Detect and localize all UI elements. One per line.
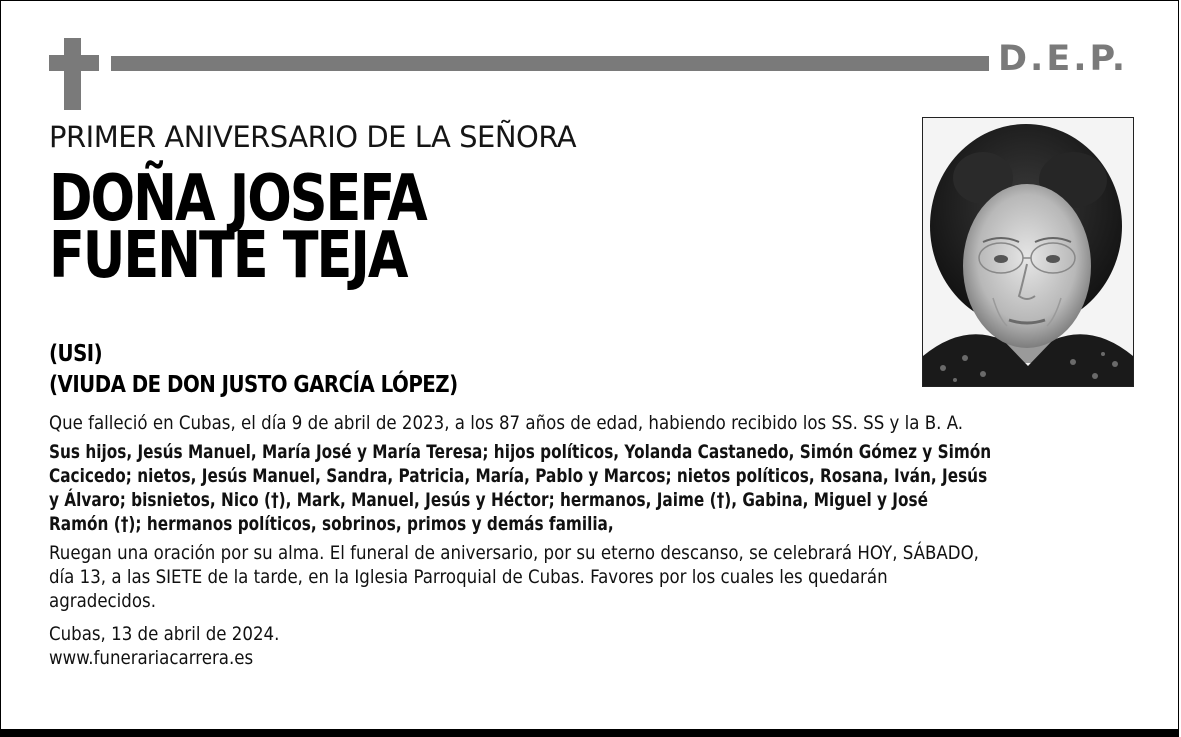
anniversary-line: PRIMER ANIVERSARIO DE LA SEÑORA [49, 120, 577, 154]
nickname: (USI) [49, 341, 103, 367]
name-line-2: FUENTE TEJA [49, 219, 407, 293]
request-line-3: agradecidos. [49, 590, 156, 612]
family-paragraph [49, 440, 1134, 536]
widow-of: (VIUDA DE DON JUSTO GARCÍA LÓPEZ) [49, 372, 458, 398]
family-line-4: Ramón (†); hermanos políticos, sobrinos, primos y demás familia, [49, 513, 614, 535]
header-rule [111, 56, 989, 71]
death-notice: Que falleció en Cubas, el día 9 de abril de 2023, a los 87 años de edad, habiendo recibido los SS. SS y la B. A. [49, 412, 964, 434]
obituary-body [49, 411, 1134, 670]
request-paragraph [49, 541, 1134, 613]
dep-label: D.E.P. [998, 39, 1129, 79]
family-line-3: y Álvaro; bisnietos, Nico (†), Mark, Manuel, Jesús y Héctor; hermanos, Jaime (†), Gabina, Miguel y José [49, 489, 928, 511]
place-date: Cubas, 13 de abril de 2024. [49, 623, 280, 645]
latin-cross-icon [49, 38, 99, 110]
request-line-1: Ruegan una oración por su alma. El funeral de aniversario, por su eterno descanso, se celebrará HOY, SÁBADO, [49, 542, 979, 564]
family-line-1: Sus hijos, Jesús Manuel, María José y María Teresa; hijos políticos, Yolanda Castanedo, Simón Gómez y Simón [49, 441, 992, 463]
deceased-name [49, 162, 426, 293]
portrait-photo [922, 117, 1134, 387]
name-line-1: DOÑA JOSEFA [49, 162, 426, 236]
nickname-block [49, 339, 458, 401]
portrait-image [923, 118, 1133, 386]
request-line-2: día 13, a las SIETE de la tarde, en la Iglesia Parroquial de Cubas. Favores por los cuales les quedarán [49, 566, 888, 588]
website-link[interactable]: www.funerariacarrera.es [49, 647, 254, 669]
family-line-2: Cacicedo; nietos, Jesús Manuel, Sandra, Patricia, María, Pablo y Marcos; nietos políticos, Rosana, Iván, Jesús [49, 465, 988, 487]
